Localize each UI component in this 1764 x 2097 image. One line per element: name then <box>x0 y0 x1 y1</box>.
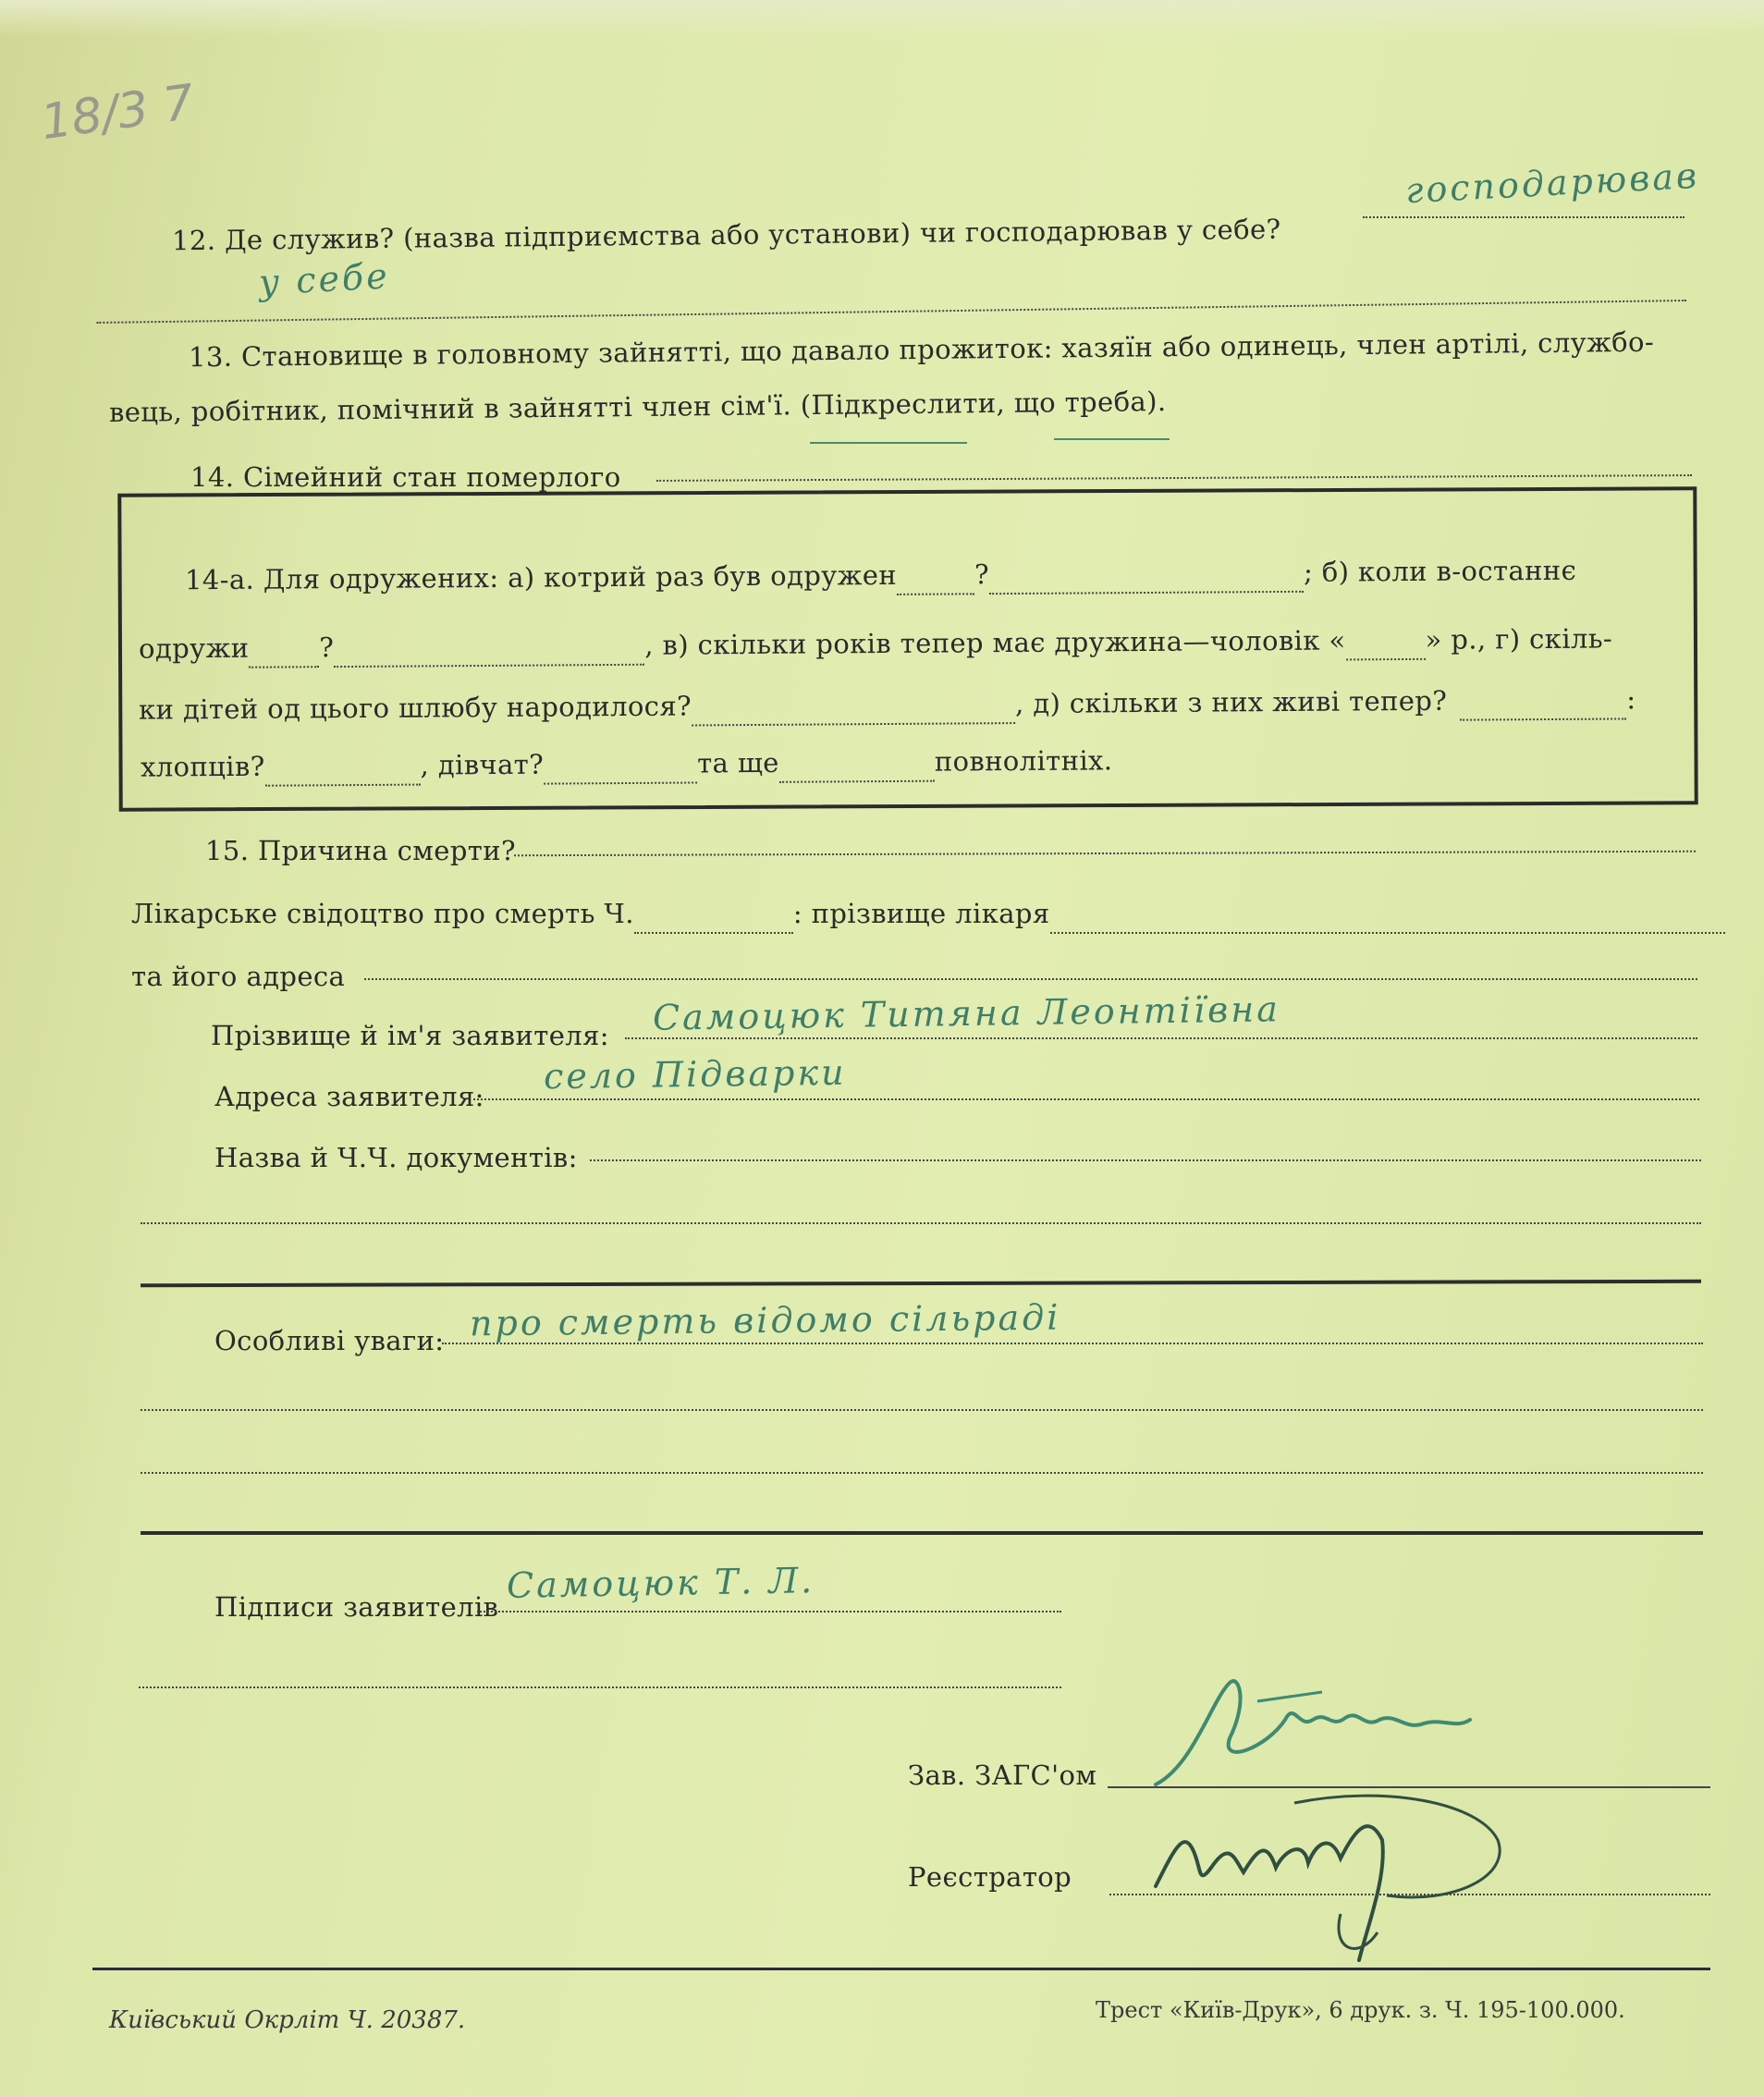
footer-printer-left: Київський Окрліт Ч. 20387. <box>109 2006 466 2034</box>
q13-underline-2 <box>1054 438 1170 440</box>
q14a-line4 <box>141 742 1113 787</box>
q12-answer-b: у себе <box>257 255 391 303</box>
applicant-docs-field[interactable] <box>590 1126 1701 1161</box>
q14-answer-line[interactable] <box>656 441 1692 482</box>
q14a-l2-q: ? <box>319 632 335 664</box>
q14a-l1-b: ; б) коли в-останнє <box>1303 554 1577 588</box>
applicant-docs-label: Назва й Ч.Ч. документів: <box>214 1142 578 1173</box>
q13-line1: 13. Становище в головному зайнятті, що давало прожиток: хазяїн або одинець, член артілі, службо- <box>188 325 1655 374</box>
q14a-spouse-age-field[interactable] <box>1345 621 1425 661</box>
q13-line2: вець, робітник, помічний в зайнятті член сім'ї. (Підкреслити, що треба). <box>108 386 1167 428</box>
divider-rule-1 <box>141 1280 1701 1287</box>
applicant-addr-label: Адреса заявителя: <box>214 1081 484 1112</box>
q14a-l3-a: ки дітей од цього шлюбу народилося? <box>138 690 692 726</box>
footer-printer-right: Трест «Київ-Друк», 6 друк. з. Ч. 195-100.000. <box>1096 1997 1625 2023</box>
q14-label: 14. Сімейний стан померлого <box>190 461 621 493</box>
q14a-children-born-field[interactable] <box>692 685 1015 726</box>
applicant-signature-label: Підписи заявителів <box>214 1591 499 1623</box>
q14a-girls-field[interactable] <box>544 744 697 784</box>
q15-cert-number-field[interactable] <box>634 895 793 934</box>
registrar-handwritten-signature <box>1146 1775 1535 1988</box>
applicant-addr-value: село Підварки <box>543 1051 847 1098</box>
q12-answer-a: господарював <box>1404 154 1701 212</box>
q14a-when-field-2[interactable] <box>334 627 644 668</box>
q15-addr-label: та його адреса <box>131 961 346 992</box>
q14a-boys-field[interactable] <box>264 747 420 787</box>
q14a-l2-a: одружи <box>138 632 250 665</box>
footer-rule <box>92 1968 1710 1970</box>
remarks-field-2[interactable] <box>141 1376 1703 1411</box>
remarks-value: про смерть відомо сільраді <box>469 1296 1061 1344</box>
divider-rule-2 <box>141 1531 1703 1535</box>
q14a-l4-a: хлопців? <box>140 750 265 783</box>
q14a-l2-b: , в) скільки років тепер має дружина—чоловік « <box>644 624 1346 661</box>
applicant-name-value: Самоцюк Титяна Леонтіївна <box>652 988 1281 1038</box>
q15-cert-line <box>131 895 1725 934</box>
q14a-adults-field[interactable] <box>779 743 935 783</box>
q14a-l2-c: » р., г) скіль- <box>1425 622 1613 656</box>
corner-pencil-note: 18/3 7 <box>37 74 198 152</box>
q15-answer-line[interactable] <box>514 817 1696 856</box>
registrar-label: Реєстратор <box>908 1861 1072 1893</box>
q14a-l4-c: та ще <box>697 746 779 779</box>
zags-label: Зав. ЗАГС'ом <box>908 1760 1097 1791</box>
q15-cert-b: : прізвище лікаря <box>792 898 1050 929</box>
q15-cert-a: Лікарське свідоцтво про смерть Ч. <box>131 898 634 929</box>
applicant-name-label: Прізвище й ім'я заявителя: <box>211 1020 609 1051</box>
q14a-l1-text: 14-а. Для одружених: а) котрий раз був одружен <box>184 558 898 596</box>
q14a-children-alive-field[interactable] <box>1460 681 1626 720</box>
applicant-docs-field-2[interactable] <box>141 1189 1701 1224</box>
q15-label: 15. Причина смерти? <box>205 835 516 866</box>
applicant-signature-field-2[interactable] <box>139 1653 1061 1688</box>
q14a-l4-d: повнолітніх. <box>934 744 1113 778</box>
q14a-when-field[interactable] <box>249 629 319 668</box>
q14a-l4-b: , дівчат? <box>420 748 545 781</box>
q13-underline-1 <box>810 442 967 444</box>
q12-label: 12. Де служив? (назва підприємства або установи) чи господарював у себе? <box>171 213 1281 257</box>
q14a-l3-c: : <box>1626 683 1636 716</box>
q14a-times-field-2[interactable] <box>989 554 1304 595</box>
remarks-field-3[interactable] <box>141 1439 1703 1474</box>
q15-addr-field[interactable] <box>364 945 1697 980</box>
q14a-times-field[interactable] <box>897 556 974 595</box>
q14a-l1-q: ? <box>974 558 990 591</box>
applicant-signature-value: Самоцюк Т. Л. <box>506 1560 815 1606</box>
q14a-l3-b: , д) скільки з них живі тепер? <box>1014 684 1448 720</box>
remarks-label: Особливі уваги: <box>214 1325 445 1356</box>
q15-doctor-field[interactable] <box>1050 895 1725 934</box>
